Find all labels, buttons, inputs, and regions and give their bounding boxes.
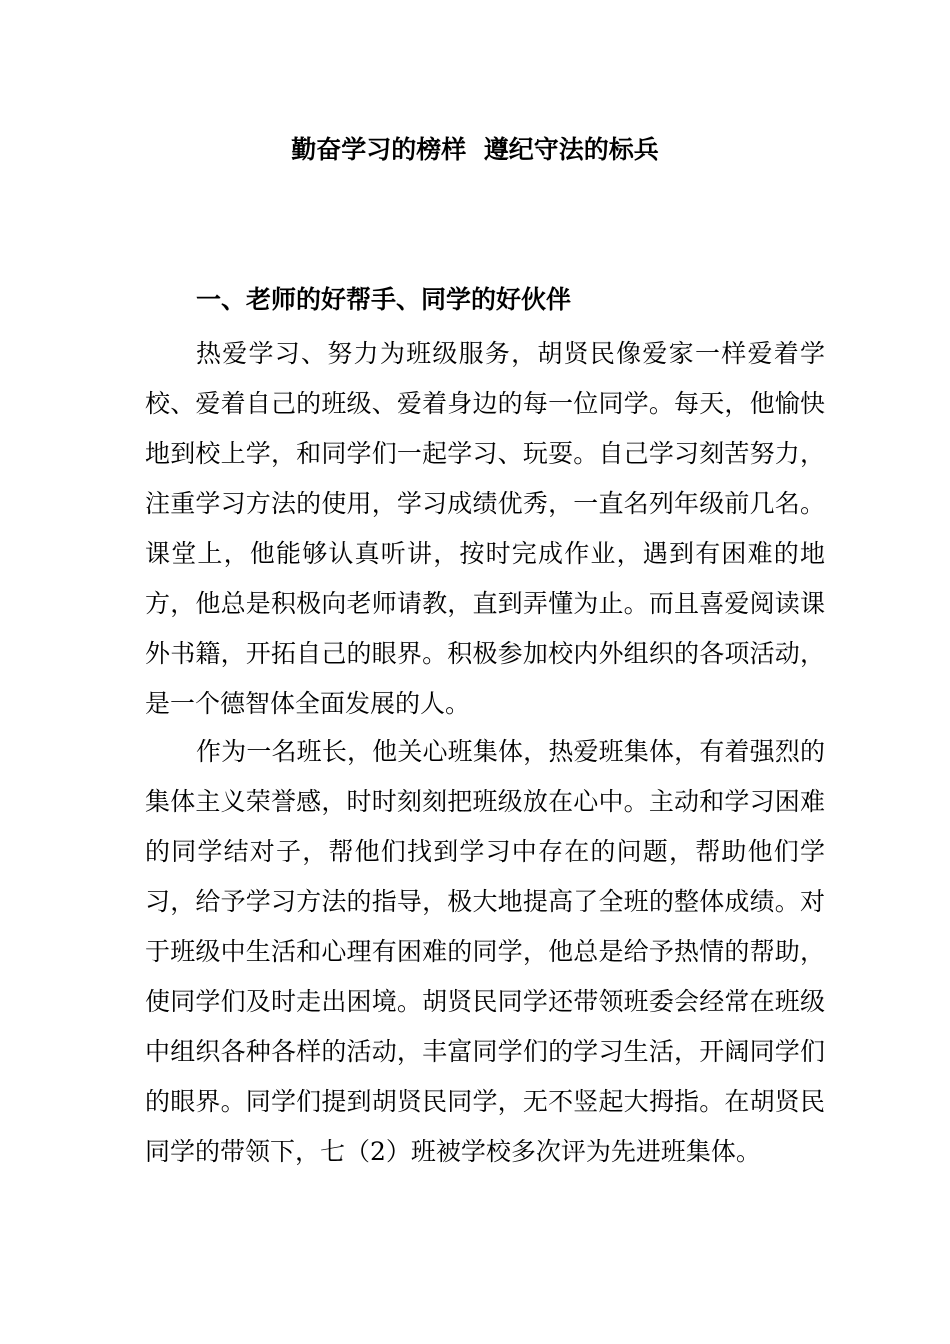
- paragraph-block-1: [145, 329, 825, 729]
- body-paragraph-2: 作为一名班长，他关心班集体，热爱班集体，有着强烈的集体主义荣誉感，时时刻刻把班级放在心中。主动和学习困难的同学结对子，帮他们找到学习中存在的问题，帮助他们学习，给予学习方法的指导，极大地提高了全班的整体成绩。对于班级中生活和心理有困难的同学，他总是给予热情的帮助，使同学们及时走出困境。胡贤民同学还带领班委会经常在班级中组织各种各样的活动，丰富同学们的学习生活，开阔同学们的眼界。同学们提到胡贤民同学，无不竖起大拇指。在胡贤民同学的带领下，七（2）班被学校多次评为先进班集体。: [145, 737, 825, 1166]
- paragraph-block-2: [145, 727, 825, 1177]
- document-title: 勤奋学习的榜样 遵纪守法的标兵: [291, 135, 659, 164]
- section-heading: 一、老师的好帮手、同学的好伙伴: [196, 285, 572, 314]
- body-paragraph-1: 热爱学习、努力为班级服务，胡贤民像爱家一样爱着学校、爱着自己的班级、爱着身边的每一位同学。每天，他愉快地到校上学，和同学们一起学习、玩耍。自己学习刻苦努力，注重学习方法的使用，学习成绩优秀，一直名列年级前几名。课堂上，他能够认真听讲，按时完成作业，遇到有困难的地方，他总是积极向老师请教，直到弄懂为止。而且喜爱阅读课外书籍，开拓自己的眼界。积极参加校内外组织的各项活动，是一个德智体全面发展的人。: [145, 339, 825, 718]
